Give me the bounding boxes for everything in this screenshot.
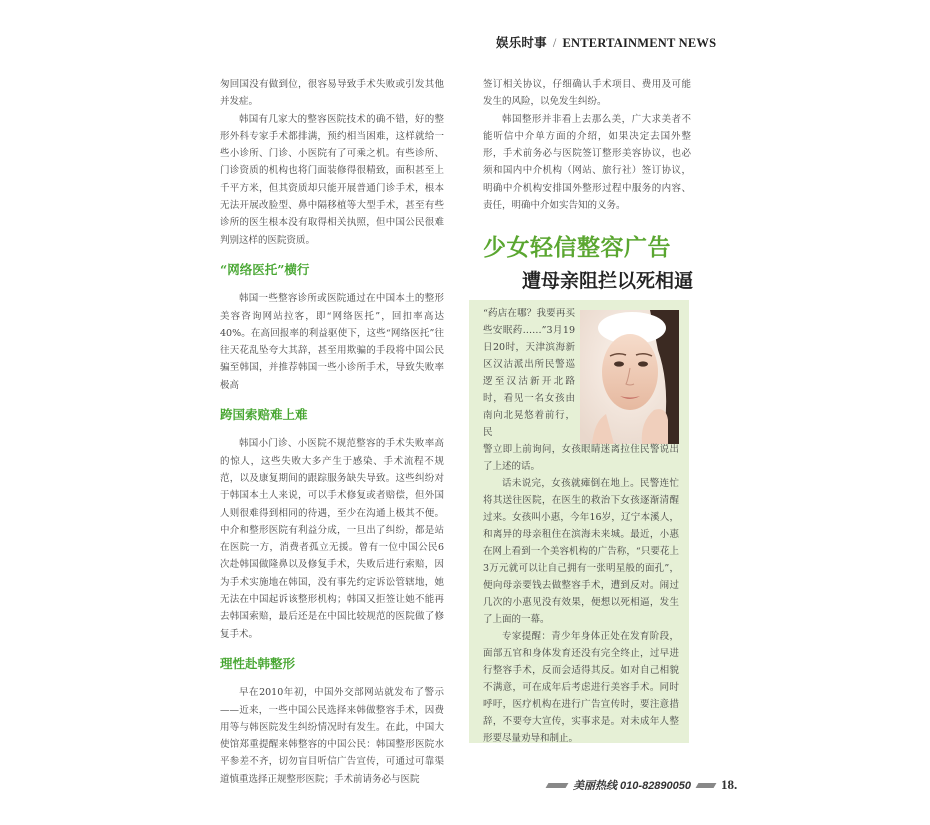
feature-title: 少女轻信整容广告 xyxy=(483,235,671,261)
right-column xyxy=(483,76,691,214)
woman-face-photo xyxy=(580,310,679,444)
paragraph: 韩国一些整容诊所或医院通过在中国本土的整形美容咨询网站拉客，即“网络医托”，回扣率高达40%。在高回报率的利益驱使下，这些“网络医托”往往天花乱坠夸大其辞，甚至用欺骗的手段将中国公民骗至韩国，并推荐韩国一些小诊所手术，导致失败率极高 xyxy=(220,293,444,391)
feature-headline xyxy=(483,229,693,293)
paragraph: 警立即上前询问，女孩眼睛迷离拉住民警说出了上述的话。 xyxy=(483,444,679,472)
hotline-text: 美丽热线 010-82890050 xyxy=(573,780,692,792)
paragraph: 专家提醒：青少年身体正处在发育阶段，面部五官和身体发育还没有完全终止，过早进行整容手术，反而会适得其反。如对自己相貌不满意，可在成年后考虑进行美容手术。同时呼吁，医疗机构在进行广告宣传时，要注意措辞，不要夸大宣传，实事求是。对未成年人整形要尽量劝导和制止。 xyxy=(483,631,679,744)
decorative-stripe xyxy=(546,783,569,788)
section-title-cn: 娱乐时事 xyxy=(496,36,547,50)
portrait-illustration xyxy=(580,310,679,444)
feature-lead: “药店在哪？我要再买些安眠药……”3月19日20时，天津滨海新区汉沽派出所民警巡逻至汉沽新开北路时，看见一名女孩由南向北晃悠着前行，民 xyxy=(483,308,575,438)
section-heading: “网络医托”横行 xyxy=(220,261,310,277)
left-column xyxy=(220,76,444,788)
section-heading: 理性赴韩整形 xyxy=(220,655,296,671)
section-heading: 跨国索赔难上难 xyxy=(220,407,308,423)
page-footer xyxy=(547,777,737,793)
paragraph: 匆回国没有做到位，很容易导致手术失败或引发其他并发症。 xyxy=(220,79,444,108)
paragraph: 韩国小门诊、小医院不规范整容的手术失败率高的惊人，这些失败大多产生于感染、手术流程不规范，以及康复期间的跟踪服务缺失导致。这些纠纷对于韩国本土人来说，可以手术修复或者赔偿，但外国人则很难得到相同的待遇，至少在沟通上极其不便。中介和整形医院有利益分成，一旦出了纠纷，都是站在医院一方，消费者孤立无援。曾有一位中国公民6次赴韩国做隆鼻以及修复手术，失败后进行索赔，因为手术实施地在韩国，没有事先约定诉讼管辖地，她无法在中国起诉该整形机构；韩国又拒签让她不能再去韩国索赔，最后还是在中国比较规范的医院做了修复手术。 xyxy=(220,438,444,640)
decorative-stripe xyxy=(696,783,717,788)
paragraph: 韩国整形并非看上去那么美，广大求美者不能听信中介单方面的介绍，如果决定去国外整形，手术前务必与医院签订整形美容协议，也必须和国内中介机构（网站、旅行社）签订协议，明确中介机构安排国外整形过程中服务的内容、责任，明确中介如实告知的义务。 xyxy=(483,113,691,212)
feature-body xyxy=(483,441,679,747)
paragraph: 话未说完，女孩就瘫倒在地上。民警连忙将其送往医院，在医生的救治下女孩逐渐清醒过来。女孩叫小惠，今年16岁，辽宁本溪人，和离异的母亲租住在滨海未来城。最近，小惠在网上看到一个美容机构的广告称，“只要花上3万元就可以让自己拥有一张明星般的面孔”，便向母亲要钱去做整容手术，遭到反对。闹过几次的小惠见没有效果，便想以死相逼，发生了上面的一幕。 xyxy=(483,478,679,625)
paragraph: 韩国有几家大的整容医院技术的确不错，好的整形外科专家手术都排满，预约相当困难，这样就给一些小诊所、门诊、小医院有了可乘之机。有些诊所、门诊资质的机构也将门面装修得很精致，面积甚至上千平方米，但其资质却只能开展普通门诊手术，根本无法开展改脸型、鼻中隔移植等大型手术，甚至有些诊所的医生根本没有取得相关执照，但中国公民很难判别这样的医院资质。 xyxy=(220,113,444,246)
paragraph: 签订相关协议，仔细确认手术项目、费用及可能发生的风险，以免发生纠纷。 xyxy=(483,79,691,108)
paragraph: 早在2010年初，中国外交部网站就发布了警示——近来，一些中国公民选择来韩做整容手术，因费用等与韩医院发生纠纷情况时有发生。在此，中国大使馆郑重提醒来韩整容的中国公民：韩国整形医院水平参差不齐，切勿盲目听信广告宣传，可通过可靠渠道慎重选择正规整形医院；手术前请务必与医院 xyxy=(220,687,444,785)
section-title-en: ENTERTAINMENT NEWS xyxy=(562,36,717,50)
page-number: 18. xyxy=(721,777,738,792)
header-separator: / xyxy=(552,36,557,50)
feature-subtitle: 遭母亲阻拦以死相逼 xyxy=(521,270,693,292)
section-header xyxy=(496,33,716,51)
